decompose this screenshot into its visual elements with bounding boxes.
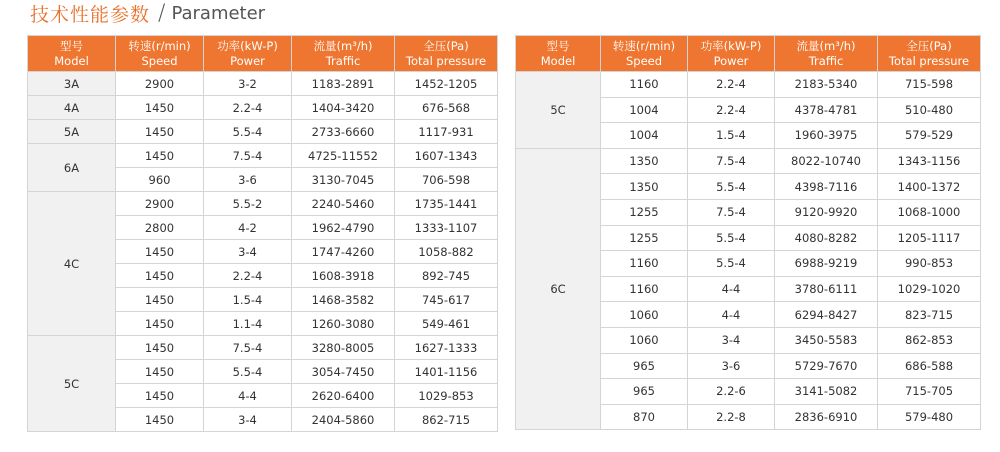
pressure-cell: 1735-1441 (395, 192, 498, 216)
header-pressure-cn: 全压(Pa) (906, 38, 952, 53)
traffic-cell: 4725-11552 (292, 144, 395, 168)
traffic-cell: 1962-4790 (292, 216, 395, 240)
header-traffic-en: Traffic (808, 53, 844, 68)
pressure-cell: 862-853 (878, 327, 981, 353)
page-title (30, 0, 265, 26)
power-cell: 7.5-4 (204, 144, 292, 168)
power-cell: 5.5-2 (204, 192, 292, 216)
header-speed (601, 36, 688, 72)
traffic-cell: 1747-4260 (292, 240, 395, 264)
header-model-en: Model (540, 53, 576, 68)
power-cell: 1.5-4 (688, 123, 775, 149)
table-body-left (28, 72, 498, 432)
pressure-cell: 715-705 (878, 379, 981, 405)
power-cell: 3-2 (204, 72, 292, 96)
speed-cell: 1060 (601, 327, 688, 353)
pressure-cell: 990-853 (878, 251, 981, 277)
pressure-cell: 579-529 (878, 123, 981, 149)
traffic-cell: 3280-8005 (292, 336, 395, 360)
speed-cell: 1450 (116, 384, 204, 408)
header-traffic-en: Traffic (325, 53, 361, 68)
traffic-cell: 1260-3080 (292, 312, 395, 336)
pressure-cell: 1117-931 (395, 120, 498, 144)
speed-cell: 1450 (116, 408, 204, 432)
speed-cell: 965 (601, 353, 688, 379)
traffic-cell: 3450-5583 (775, 327, 878, 353)
header-model (28, 36, 116, 72)
pressure-cell: 1400-1372 (878, 174, 981, 200)
speed-cell: 2900 (116, 72, 204, 96)
speed-cell: 960 (116, 168, 204, 192)
pressure-cell: 892-745 (395, 264, 498, 288)
power-cell: 3-6 (204, 168, 292, 192)
power-cell: 5.5-4 (688, 251, 775, 277)
speed-cell: 1004 (601, 97, 688, 123)
header-pressure-en: Total pressure (888, 53, 970, 68)
pressure-cell: 1068-1000 (878, 199, 981, 225)
traffic-cell: 3130-7045 (292, 168, 395, 192)
speed-cell: 1255 (601, 225, 688, 251)
header-speed (116, 36, 204, 72)
traffic-cell: 3141-5082 (775, 379, 878, 405)
speed-cell: 870 (601, 404, 688, 430)
speed-cell: 965 (601, 379, 688, 405)
pressure-cell: 686-588 (878, 353, 981, 379)
power-cell: 5.5-4 (204, 360, 292, 384)
model-cell: 4C (28, 192, 116, 336)
speed-cell: 1350 (601, 174, 688, 200)
traffic-cell: 1608-3918 (292, 264, 395, 288)
pressure-cell: 706-598 (395, 168, 498, 192)
model-cell: 3A (28, 72, 116, 96)
traffic-cell: 1404-3420 (292, 96, 395, 120)
power-cell: 2.2-8 (688, 404, 775, 430)
pressure-cell: 1627-1333 (395, 336, 498, 360)
power-cell: 7.5-4 (688, 148, 775, 174)
speed-cell: 1450 (116, 312, 204, 336)
header-power-en: Power (230, 53, 265, 68)
pressure-cell: 745-617 (395, 288, 498, 312)
model-cell: 5C (516, 72, 601, 149)
header-traffic (775, 36, 878, 72)
power-cell: 2.2-6 (688, 379, 775, 405)
table-row (516, 72, 981, 98)
speed-cell: 1450 (116, 144, 204, 168)
header-speed-cn: 转速(r/min) (612, 38, 676, 53)
table-row (28, 72, 498, 96)
traffic-cell: 2836-6910 (775, 404, 878, 430)
pressure-cell: 1401-1156 (395, 360, 498, 384)
header-speed-en: Speed (625, 53, 663, 68)
pressure-cell: 676-568 (395, 96, 498, 120)
traffic-cell: 2733-6660 (292, 120, 395, 144)
header-pressure-en: Total pressure (405, 53, 487, 68)
pressure-cell: 510-480 (878, 97, 981, 123)
parameter-table-left (27, 35, 498, 432)
traffic-cell: 2183-5340 (775, 72, 878, 98)
pressure-cell: 1343-1156 (878, 148, 981, 174)
pressure-cell: 715-598 (878, 72, 981, 98)
traffic-cell: 2240-5460 (292, 192, 395, 216)
traffic-cell: 4398-7116 (775, 174, 878, 200)
power-cell: 3-6 (688, 353, 775, 379)
header-model-cn: 型号 (60, 38, 83, 53)
speed-cell: 1450 (116, 336, 204, 360)
speed-cell: 1450 (116, 96, 204, 120)
power-cell: 7.5-4 (204, 336, 292, 360)
speed-cell: 2900 (116, 192, 204, 216)
pressure-cell: 1029-853 (395, 384, 498, 408)
speed-cell: 1255 (601, 199, 688, 225)
header-traffic (292, 36, 395, 72)
traffic-cell: 2620-6400 (292, 384, 395, 408)
header-speed-cn: 转速(r/min) (128, 38, 191, 53)
parameter-table-right (515, 35, 981, 430)
power-cell: 3-4 (204, 240, 292, 264)
traffic-cell: 1183-2891 (292, 72, 395, 96)
header-speed-en: Speed (141, 53, 178, 68)
speed-cell: 1450 (116, 360, 204, 384)
model-cell: 6C (516, 148, 601, 430)
pressure-cell: 823-715 (878, 302, 981, 328)
traffic-cell: 3780-6111 (775, 276, 878, 302)
pressure-cell: 549-461 (395, 312, 498, 336)
pressure-cell: 1058-882 (395, 240, 498, 264)
table-row (516, 148, 981, 174)
traffic-cell: 2404-5860 (292, 408, 395, 432)
power-cell: 2.2-4 (204, 96, 292, 120)
pressure-cell: 862-715 (395, 408, 498, 432)
power-cell: 4-4 (204, 384, 292, 408)
pressure-cell: 1029-1020 (878, 276, 981, 302)
header-pressure (395, 36, 498, 72)
table-body-right (516, 72, 981, 430)
power-cell: 5.5-4 (688, 174, 775, 200)
speed-cell: 1450 (116, 288, 204, 312)
speed-cell: 1450 (116, 120, 204, 144)
power-cell: 3-4 (204, 408, 292, 432)
power-cell: 5.5-4 (688, 225, 775, 251)
traffic-cell: 8022-10740 (775, 148, 878, 174)
traffic-cell: 1960-3975 (775, 123, 878, 149)
speed-cell: 1060 (601, 302, 688, 328)
table-row (28, 192, 498, 216)
model-cell: 4A (28, 96, 116, 120)
table-row (28, 336, 498, 360)
traffic-cell: 5729-7670 (775, 353, 878, 379)
header-power-cn: 功率(kW-P) (217, 38, 278, 53)
header-power (204, 36, 292, 72)
header-traffic-cn: 流量(m³/h) (313, 38, 373, 53)
header-pressure-cn: 全压(Pa) (423, 38, 469, 53)
header-row (28, 36, 498, 72)
power-cell: 1.1-4 (204, 312, 292, 336)
pressure-cell: 1333-1107 (395, 216, 498, 240)
pressure-cell: 579-480 (878, 404, 981, 430)
title-en: Parameter (171, 2, 266, 24)
speed-cell: 1004 (601, 123, 688, 149)
speed-cell: 1160 (601, 72, 688, 98)
header-model (516, 36, 601, 72)
pressure-cell: 1607-1343 (395, 144, 498, 168)
speed-cell: 1160 (601, 276, 688, 302)
model-cell: 5C (28, 336, 116, 432)
power-cell: 2.2-4 (688, 97, 775, 123)
header-pressure (878, 36, 981, 72)
traffic-cell: 6988-9219 (775, 251, 878, 277)
power-cell: 4-2 (204, 216, 292, 240)
power-cell: 2.2-4 (688, 72, 775, 98)
power-cell: 1.5-4 (204, 288, 292, 312)
header-model-en: Model (54, 53, 89, 68)
pressure-cell: 1452-1205 (395, 72, 498, 96)
power-cell: 4-4 (688, 302, 775, 328)
title-cn: 技术性能参数 (30, 3, 151, 26)
header-model-cn: 型号 (546, 38, 570, 53)
header-row (516, 36, 981, 72)
model-cell: 6A (28, 144, 116, 192)
pressure-cell: 1205-1117 (878, 225, 981, 251)
power-cell: 5.5-4 (204, 120, 292, 144)
traffic-cell: 4378-4781 (775, 97, 878, 123)
table-row (28, 120, 498, 144)
header-power (688, 36, 775, 72)
speed-cell: 1350 (601, 148, 688, 174)
title-slash: / (158, 0, 166, 26)
speed-cell: 1160 (601, 251, 688, 277)
header-power-en: Power (713, 53, 749, 68)
power-cell: 7.5-4 (688, 199, 775, 225)
table-row (28, 96, 498, 120)
header-power-cn: 功率(kW-P) (700, 38, 762, 53)
speed-cell: 2800 (116, 216, 204, 240)
power-cell: 4-4 (688, 276, 775, 302)
header-traffic-cn: 流量(m³/h) (796, 38, 856, 53)
model-cell: 5A (28, 120, 116, 144)
power-cell: 2.2-4 (204, 264, 292, 288)
traffic-cell: 1468-3582 (292, 288, 395, 312)
traffic-cell: 9120-9920 (775, 199, 878, 225)
traffic-cell: 4080-8282 (775, 225, 878, 251)
speed-cell: 1450 (116, 264, 204, 288)
traffic-cell: 3054-7450 (292, 360, 395, 384)
speed-cell: 1450 (116, 240, 204, 264)
power-cell: 3-4 (688, 327, 775, 353)
traffic-cell: 6294-8427 (775, 302, 878, 328)
table-row (28, 144, 498, 168)
